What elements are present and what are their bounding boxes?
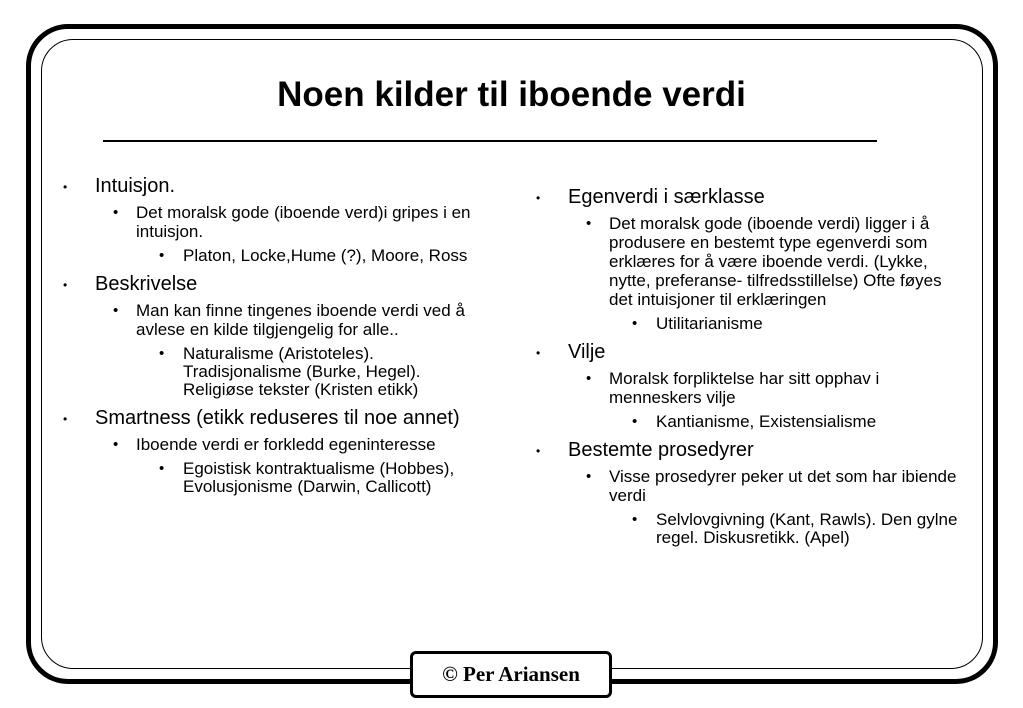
bullet-beskrivelse: • Beskrivelse (60, 273, 490, 295)
slide-title: Noen kilder til iboende verdi (277, 75, 746, 114)
left-column (60, 175, 490, 496)
bullet-egenverdi: • Egenverdi i særklasse (533, 186, 968, 208)
sub-sub-bullet-smartness: • Egoistisk kontraktualisme (Hobbes), Evolusjonisme (Darwin, Callicott) (60, 460, 490, 496)
copyright-footer: © Per Ariansen (410, 651, 612, 698)
sub-sub-bullet-egenverdi: • Utilitarianisme (533, 315, 968, 333)
sub-bullet-prosedyrer: • Visse prosedyrer peker ut det som har ibiende verdi (533, 467, 968, 505)
title-underline (103, 140, 877, 142)
sub-bullet-beskrivelse: • Man kan finne tingenes iboende verdi ved å avlese en kilde tilgjengelig for alle.. (60, 301, 490, 339)
sub-sub-bullet-vilje: • Kantianisme, Existensialisme (533, 413, 968, 431)
sub-bullet-egenverdi: • Det moralsk gode (iboende verdi) ligger i å produsere en bestemt type egenverdi som erklæres for å være iboende verdi. (Lykke, nytte, preferanse- tilfredsstillelse) Ofte føyes det intuisjoner til erklæringen (533, 214, 968, 309)
bullet-smartness: • Smartness (etikk reduseres til noe annet) (60, 407, 490, 429)
bullet-intuisjon: • Intuisjon. (60, 175, 490, 197)
sub-bullet-intuisjon: • Det moralsk gode (iboende verd)i gripes i en intuisjon. (60, 203, 490, 241)
sub-bullet-vilje: • Moralsk forpliktelse har sitt opphav i menneskers vilje (533, 369, 968, 407)
bullet-prosedyrer: • Bestemte prosedyrer (533, 439, 968, 461)
right-column (533, 186, 968, 547)
sub-sub-bullet-beskrivelse: • Naturalisme (Aristoteles). Tradisjonalisme (Burke, Hegel). Religiøse tekster (Kristen etikk) (60, 345, 490, 399)
sub-bullet-smartness: • Iboende verdi er forkledd egeninteresse (60, 435, 490, 454)
sub-sub-bullet-intuisjon: • Platon, Locke,Hume (?), Moore, Ross (60, 247, 490, 265)
bullet-vilje: • Vilje (533, 341, 968, 363)
sub-sub-bullet-prosedyrer: • Selvlovgivning (Kant, Rawls). Den gylne regel. Diskusretikk. (Apel) (533, 511, 968, 547)
